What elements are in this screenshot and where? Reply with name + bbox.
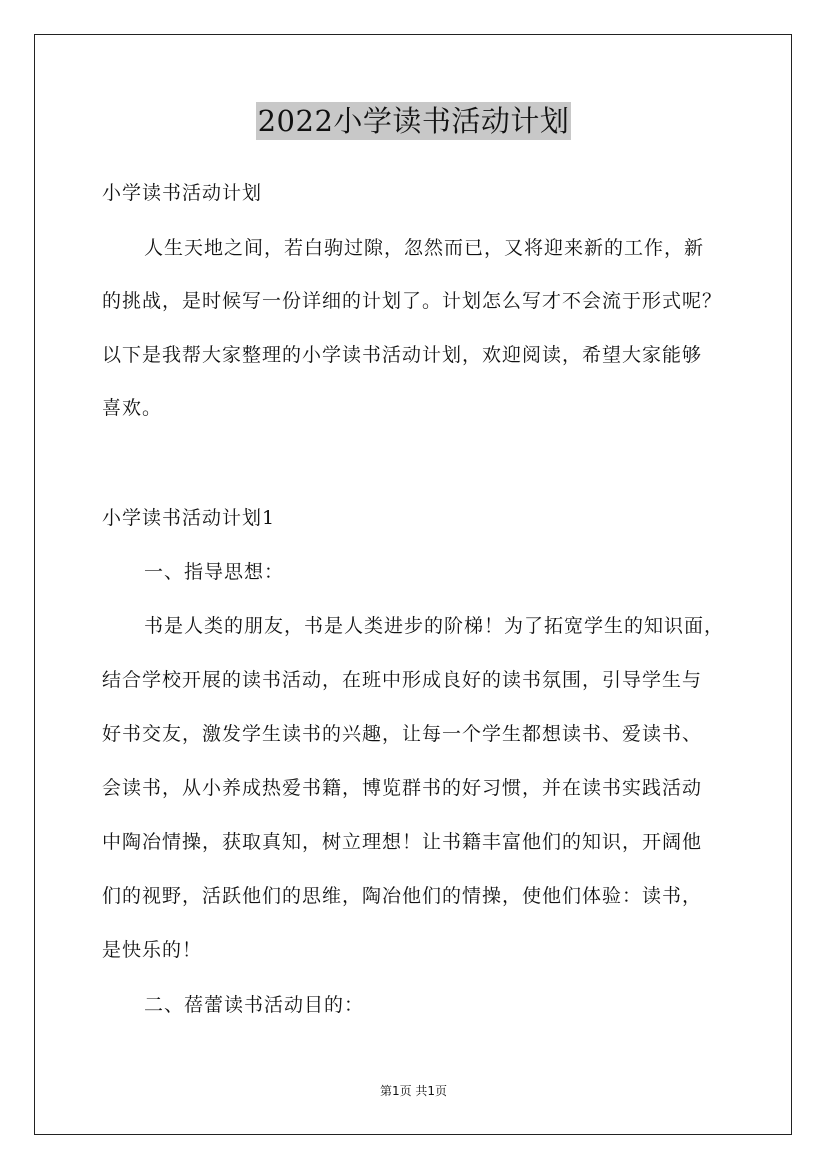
page-footer: 第1页 共1页 xyxy=(379,1084,448,1098)
body-line: 是快乐的！ xyxy=(102,939,203,961)
intro-line: 喜欢。 xyxy=(102,397,163,419)
body-line: 好书交友，激发学生读书的兴趣，让每一个学生都想读书、爱读书、 xyxy=(102,723,703,745)
body-line: 们的视野，活跃他们的思维，陶冶他们的情操，使他们体验：读书， xyxy=(102,885,703,907)
intro-line: 的挑战，是时候写一份详细的计划了。计划怎么写才不会流于形式呢？ xyxy=(102,290,723,312)
intro-line: 以下是我帮大家整理的小学读书活动计划，欢迎阅读，希望大家能够 xyxy=(102,344,703,366)
body-line: 结合学校开展的读书活动，在班中形成良好的读书氛围，引导学生与 xyxy=(102,669,703,691)
plan-heading: 小学读书活动计划1 xyxy=(102,507,276,529)
intro-line: 人生天地之间，若白驹过隙，忽然而已，又将迎来新的工作，新 xyxy=(144,237,705,259)
body-line: 中陶冶情操，获取真知，树立理想！让书籍丰富他们的知识，开阔他 xyxy=(102,831,703,853)
body-line: 会读书，从小养成热爱书籍，博览群书的好习惯，并在读书实践活动 xyxy=(102,777,703,799)
subsection-heading: 二、蓓蕾读书活动目的： xyxy=(144,994,365,1016)
document-title: 2022小学读书活动计划 xyxy=(257,104,570,138)
title-container xyxy=(0,102,827,140)
body-line: 书是人类的朋友，书是人类进步的阶梯！为了拓宽学生的知识面， xyxy=(144,615,725,637)
subsection-heading: 一、指导思想： xyxy=(144,561,285,583)
section-heading: 小学读书活动计划 xyxy=(102,182,263,204)
